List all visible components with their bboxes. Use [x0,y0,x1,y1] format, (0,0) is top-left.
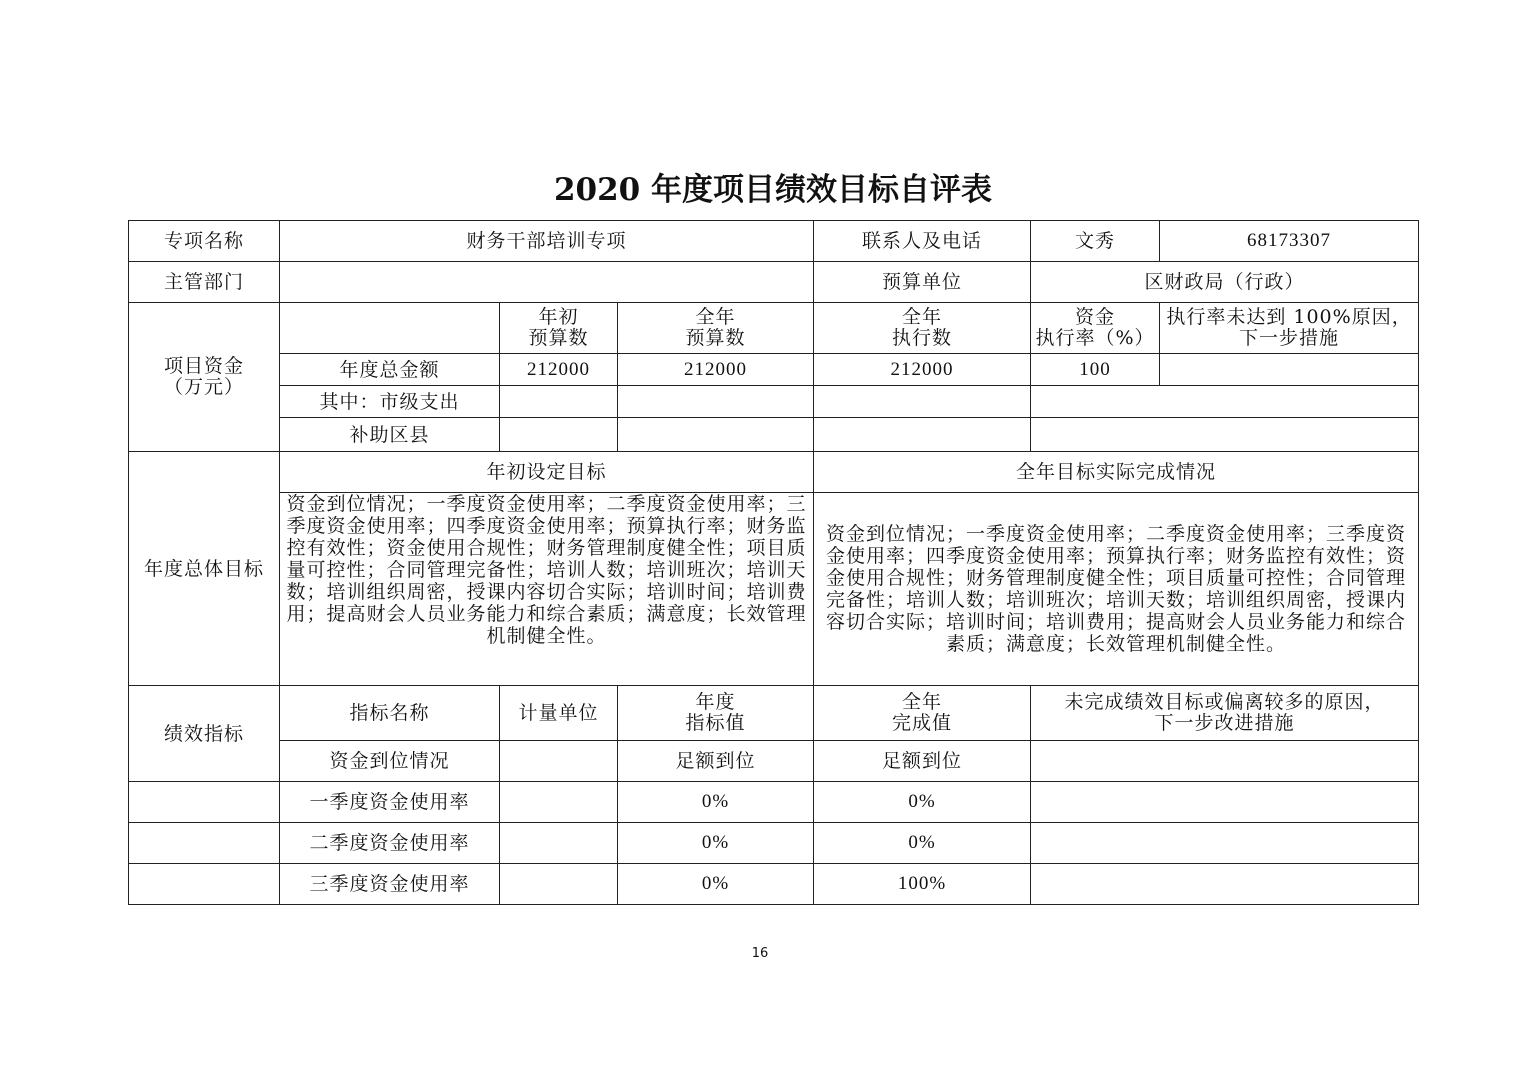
col-reason-line1: 执行率未达到 100%原因， [1166,306,1412,328]
indicator-row [129,864,1419,905]
funds-full-value: 212000 [618,354,814,386]
budget-unit-value: 区财政局（行政） [1031,262,1419,303]
indicator-done: 足额到位 [814,741,1031,782]
indicator-target: 足额到位 [618,741,814,782]
col-initial-line1: 年初 [538,306,579,328]
page-title: 2020 年度项目绩效目标自评表 [553,172,993,208]
col-executed [814,303,1031,354]
indicators-section-label: 绩效指标 [129,686,280,782]
funds-initial-value: 212000 [500,354,618,386]
funds-exec-value: 212000 [814,354,1031,386]
funds-total-row [129,354,1419,386]
funds-exec-value [814,418,1031,452]
indicator-unit [500,864,618,905]
funds-initial-value [500,418,618,452]
funds-header-row [129,303,1419,354]
project-name-value: 财务干部培训专项 [280,221,814,262]
funds-rate-value [1031,418,1419,452]
funds-reason-value [1160,354,1419,386]
col-target-line2: 指标值 [685,712,746,734]
goals-section-label: 年度总体目标 [129,452,280,686]
indicator-name: 一季度资金使用率 [280,782,500,823]
funds-row-label: 补助区县 [280,418,500,452]
goals-actual-text: 资金到位情况；一季度资金使用率；二季度资金使用率；三季度资金使用率；四季度资金使用率；预算执行率；财务监控有效性；资金使用合规性；财务管理制度健全性；项目质量可控性；合同管理完备性；培训人数；培训班次；培训天数；培训组织周密，授课内容切合实际；培训时间；培训费用；提高财会人员业务能力和综合素质；满意度；长效管理机制健全性。 [814,493,1419,686]
funds-rate-value: 100 [1031,354,1160,386]
indicator-name: 二季度资金使用率 [280,823,500,864]
funds-exec-value [814,386,1031,418]
col-indicator-unit: 计量单位 [500,686,618,741]
funds-blank-header [280,303,500,354]
goals-header-row [129,452,1419,493]
indicator-row [129,782,1419,823]
funds-label-line2: （万元） [163,376,244,398]
indicator-row [129,823,1419,864]
col-rate-line2: 执行率（%） [1035,327,1155,349]
indicator-section-blank [129,782,280,823]
page-number: 16 [751,946,769,961]
indicator-target: 0% [618,823,814,864]
contact-person: 文秀 [1031,221,1160,262]
indicator-reason [1031,823,1419,864]
goals-actual-header: 全年目标实际完成情况 [814,452,1419,493]
indicator-unit [500,741,618,782]
dept-label: 主管部门 [129,262,280,303]
funds-municipal-row [129,386,1419,418]
indicator-section-blank [129,864,280,905]
goals-text-row [129,493,1419,686]
budget-unit-label: 预算单位 [814,262,1031,303]
goals-initial-text: 资金到位情况；一季度资金使用率；二季度资金使用率；三季度资金使用率；四季度资金使用率；预算执行率；财务监控有效性；资金使用合规性；财务管理制度健全性；项目质量可控性；合同管理完备性；培训人数；培训班次；培训天数；培训组织周密，授课内容切合实际；培训时间；培训费用；提高财会人员业务能力和综合素质；满意度；长效管理机制健全性。 [280,493,814,686]
funds-district-row [129,418,1419,452]
col-full-line2: 预算数 [685,327,746,349]
funds-full-value [618,386,814,418]
evaluation-table [128,220,1419,905]
contact-phone: 68173307 [1160,221,1419,262]
indicator-unit [500,782,618,823]
col-initial-line2: 预算数 [528,327,589,349]
funds-section-label [129,303,280,452]
col-ind-reason-line2: 下一步改进措施 [1154,712,1295,734]
indicator-done: 0% [814,782,1031,823]
col-exec-line1: 全年 [902,306,943,328]
funds-label-line1: 项目资金 [163,355,244,377]
contact-label: 联系人及电话 [814,221,1031,262]
indicator-reason [1031,782,1419,823]
col-target-line1: 年度 [695,691,736,713]
col-ind-reason-line1: 未完成绩效目标或偏离较多的原因， [1064,691,1385,713]
col-exec-rate [1031,303,1160,354]
indicator-target: 0% [618,864,814,905]
col-full-line1: 全年 [695,306,736,328]
indicator-reason [1031,864,1419,905]
indicator-unit [500,823,618,864]
col-indicator-name: 指标名称 [280,686,500,741]
goals-initial-header: 年初设定目标 [280,452,814,493]
col-reason-line2: 下一步措施 [1239,327,1340,349]
indicator-section-blank [129,823,280,864]
col-exec-reason [1160,303,1419,354]
col-indicator-target [618,686,814,741]
col-indicator-reason [1031,686,1419,741]
funds-initial-value [500,386,618,418]
indicator-done: 100% [814,864,1031,905]
col-exec-line2: 执行数 [892,327,953,349]
indicators-header-row [129,686,1419,741]
col-initial-budget [500,303,618,354]
funds-row-label: 其中：市级支出 [280,386,500,418]
funds-rate-value [1031,386,1419,418]
dept-value [280,262,814,303]
funds-full-value [618,418,814,452]
indicator-reason [1031,741,1419,782]
indicator-row [129,741,1419,782]
indicator-done: 0% [814,823,1031,864]
col-rate-line1: 资金 [1075,306,1116,328]
col-done-line1: 全年 [902,691,943,713]
indicator-target: 0% [618,782,814,823]
indicator-name: 三季度资金使用率 [280,864,500,905]
col-done-line2: 完成值 [892,712,953,734]
funds-row-label: 年度总金额 [280,354,500,386]
indicator-name: 资金到位情况 [280,741,500,782]
col-full-budget [618,303,814,354]
project-name-label: 专项名称 [129,221,280,262]
project-name-row [129,221,1419,262]
col-indicator-done [814,686,1031,741]
department-row [129,262,1419,303]
